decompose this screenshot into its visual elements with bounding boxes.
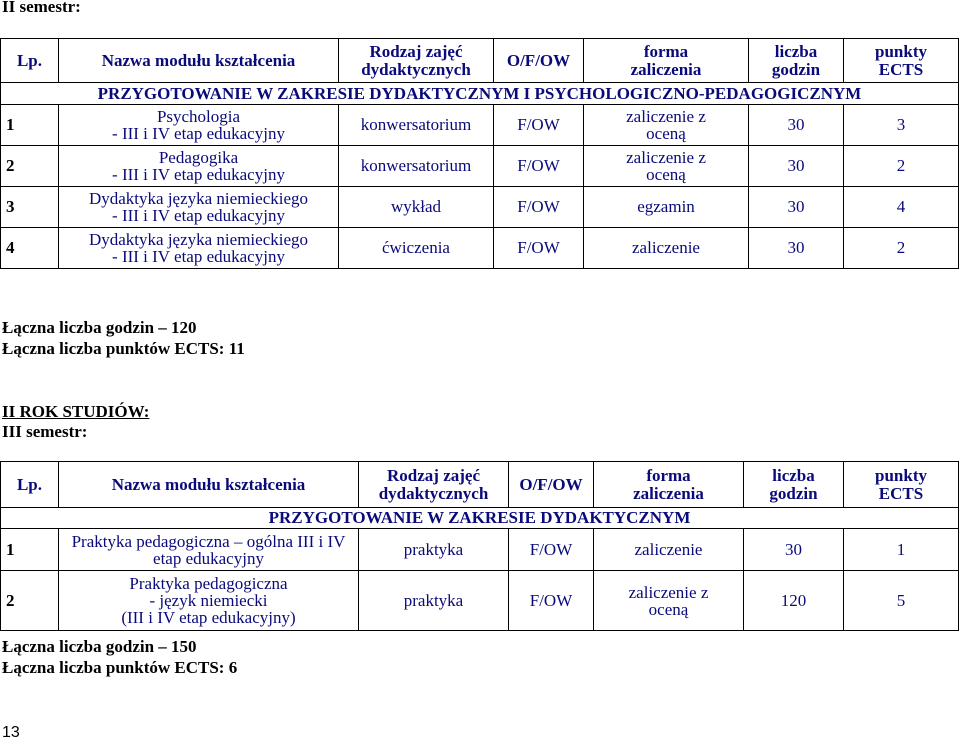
col-hours-line1: liczba — [772, 465, 815, 485]
row-type: wykład — [339, 187, 494, 228]
col-name: Nazwa modułu kształcenia — [59, 39, 339, 83]
col-hours-line2: godzin — [769, 483, 818, 503]
total-ects-1: Łączna liczba punktów ECTS: 11 — [2, 339, 245, 358]
modules-table-semester-3 — [0, 461, 959, 631]
row-form-line1: zaliczenie z — [628, 582, 709, 602]
row-ects: 5 — [844, 571, 959, 631]
row-name-line2: - III i IV etap edukacyjny — [112, 165, 285, 184]
row-name-line1: Praktyka pedagogiczna — [129, 574, 288, 593]
row-form: egzamin — [584, 187, 749, 228]
row-type: ćwiczenia — [339, 228, 494, 269]
row-name-line2: etap edukacyjny — [153, 548, 264, 568]
row-ofow: F/OW — [494, 228, 584, 269]
row-name-line1: Pedagogika — [158, 148, 239, 167]
modules-table-semester-2 — [0, 38, 959, 269]
row-ofow: F/OW — [494, 187, 584, 228]
row-type: praktyka — [359, 529, 509, 571]
row-name — [59, 529, 359, 571]
table-row — [1, 228, 959, 269]
col-ects-line2: ECTS — [878, 483, 924, 503]
row-hours: 30 — [744, 529, 844, 571]
col-hours-line1: liczba — [774, 41, 818, 61]
col-form-line1: forma — [643, 41, 689, 61]
row-ofow: F/OW — [509, 571, 594, 631]
col-lp: Lp. — [1, 462, 59, 508]
row-type: konwersatorium — [339, 146, 494, 187]
row-form — [594, 571, 744, 631]
section-title: PRZYGOTOWANIE W ZAKRESIE DYDAKTYCZNYM — [1, 508, 959, 529]
row-form-line2: oceną — [646, 124, 686, 143]
col-type-line1: Rodzaj zajęć — [369, 41, 463, 61]
col-form-line2: zaliczenia — [633, 483, 704, 503]
row-form-line1: zaliczenie z — [626, 148, 706, 167]
col-type-line2: dydaktycznych — [378, 483, 489, 503]
table-row — [1, 187, 959, 228]
row-name — [59, 228, 339, 269]
total-ects-2: Łączna liczba punktów ECTS: 6 — [2, 658, 238, 677]
col-type-line1: Rodzaj zajęć — [387, 465, 480, 485]
row-name — [59, 146, 339, 187]
row-name-line2: - język niemiecki — [149, 591, 268, 610]
row-lp: 4 — [1, 228, 59, 269]
row-name-line1: Praktyka pedagogiczna – ogólna III i IV — [71, 531, 346, 551]
col-type-line2: dydaktycznych — [361, 59, 471, 79]
col-name: Nazwa modułu kształcenia — [59, 462, 359, 508]
total-hours-2: Łączna liczba godzin – 150 — [2, 637, 197, 656]
row-ects: 4 — [844, 187, 959, 228]
col-form-line2: zaliczenia — [630, 59, 702, 79]
col-ects — [844, 462, 959, 508]
col-ofow: O/F/OW — [494, 39, 584, 83]
table-row — [1, 105, 959, 146]
row-ofow: F/OW — [509, 529, 594, 571]
row-ects: 2 — [844, 228, 959, 269]
table-header-row — [1, 462, 959, 508]
row-form: zaliczenie — [594, 529, 744, 571]
row-type: praktyka — [359, 571, 509, 631]
row-ofow: F/OW — [494, 146, 584, 187]
row-lp: 2 — [1, 146, 59, 187]
row-form: zaliczenie — [584, 228, 749, 269]
table-row — [1, 571, 959, 631]
row-lp: 1 — [1, 105, 59, 146]
row-ects: 3 — [844, 105, 959, 146]
row-hours: 30 — [749, 105, 844, 146]
col-ects-line1: punkty — [875, 465, 927, 485]
col-type — [359, 462, 509, 508]
row-name-line1: Psychologia — [156, 107, 241, 126]
row-name-line2: - III i IV etap edukacyjny — [112, 247, 285, 266]
table-row — [1, 146, 959, 187]
section-row — [1, 83, 959, 105]
col-form-line1: forma — [646, 465, 691, 485]
row-hours: 30 — [749, 146, 844, 187]
col-ects-line1: punkty — [875, 41, 927, 61]
row-form — [584, 146, 749, 187]
page-number: 13 — [2, 724, 20, 741]
row-hours: 120 — [744, 571, 844, 631]
row-name-line2: - III i IV etap edukacyjny — [112, 206, 285, 225]
total-hours-1: Łączna liczba godzin – 120 — [2, 318, 197, 337]
row-ects: 2 — [844, 146, 959, 187]
row-ofow: F/OW — [494, 105, 584, 146]
row-hours: 30 — [749, 228, 844, 269]
row-form — [584, 105, 749, 146]
row-ects: 1 — [844, 529, 959, 571]
row-name — [59, 187, 339, 228]
row-name — [59, 105, 339, 146]
semester-heading: II semestr: — [2, 0, 81, 16]
col-ects-line2: ECTS — [878, 59, 924, 79]
row-form-line2: oceną — [646, 165, 686, 184]
col-hours — [749, 39, 844, 83]
row-name-line2: - III i IV etap edukacyjny — [112, 124, 285, 143]
year-heading: II ROK STUDIÓW: — [2, 402, 150, 421]
col-hours — [744, 462, 844, 508]
row-name-line3: (III i IV etap edukacyjny) — [121, 608, 296, 627]
row-name — [59, 571, 359, 631]
col-hours-line2: godzin — [771, 59, 821, 79]
row-hours: 30 — [749, 187, 844, 228]
row-name-line1: Dydaktyka języka niemieckiego — [88, 189, 309, 208]
row-lp: 2 — [1, 571, 59, 631]
col-lp: Lp. — [1, 39, 59, 83]
col-ofow: O/F/OW — [509, 462, 594, 508]
row-lp: 1 — [1, 529, 59, 571]
table-header-row — [1, 39, 959, 83]
row-form-line2: oceną — [648, 599, 689, 619]
row-form-line1: zaliczenie z — [626, 107, 706, 126]
table-row — [1, 529, 959, 571]
col-form — [594, 462, 744, 508]
col-form — [584, 39, 749, 83]
row-name-line1: Dydaktyka języka niemieckiego — [88, 230, 309, 249]
row-lp: 3 — [1, 187, 59, 228]
section-row — [1, 508, 959, 529]
semester3-heading: III semestr: — [2, 422, 88, 441]
row-type: konwersatorium — [339, 105, 494, 146]
section-title: PRZYGOTOWANIE W ZAKRESIE DYDAKTYCZNYM I PSYCHOLOGICZNO-PEDAGOGICZNYM — [1, 83, 959, 105]
col-ects — [844, 39, 959, 83]
col-type — [339, 39, 494, 83]
